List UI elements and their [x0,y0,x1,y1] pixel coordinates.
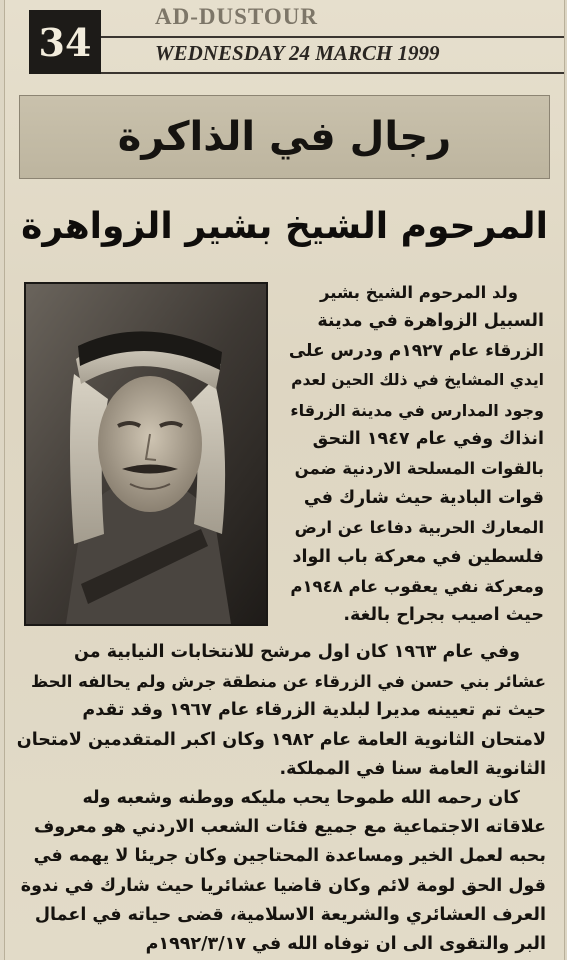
column-line: السبيل الزواهرة في مدينة [317,311,544,332]
column-line: الزرقاء عام ١٩٢٧م ودرس على [288,340,544,361]
section-band [19,95,550,179]
page-number: 34 [38,19,92,65]
portrait-photo [24,282,268,626]
newspaper-clipping [4,0,565,960]
column-line: حيث اصيب بجراح بالغة. [343,605,544,626]
article-column-text [289,278,544,631]
paragraph-line: كان رحمه الله طموحا يحب مليكه ووطنه وشعبه وله [82,787,520,808]
paragraph-line: علاقاته الاجتماعية مع جميع فئات الشعب الاردني هو معروف [33,817,546,838]
masthead-title: AD-DUSTOUR [155,4,318,29]
column-line: ومعركة نفي يعقوب عام ١٩٤٨م [290,576,544,596]
column-line: المعارك الحربية دفاعا عن ارض [294,518,544,538]
paragraph-line: العرف العشائري والشريعة الاسلامية، قضى حياته في اعمال [34,904,546,925]
column-line: قوات البادية حيث شارك في [303,487,544,508]
paragraph-line: الثانوية العامة سنا في المملكة. [279,758,546,779]
portrait-illustration [26,284,266,624]
article-full-width-text [16,638,546,959]
masthead-rule-top [101,36,564,38]
column-line: انذاك وفي عام ١٩٤٧ التحق [312,428,544,449]
paragraph-line: قول الحق لومة لائم وكان قاضيا عشائريا حيث شارك في ندوة [20,875,546,896]
paragraph-line: حيث تم تعيينه مديرا لبلدية الزرقاء عام ١٩٦٧ وقد تقدم [82,700,546,721]
column-line: بالقوات المسلحة الاردنية ضمن [294,459,544,479]
paragraph-line: عشائر بني حسن في الزرقاء عن منطقة جرش ولم يحالفه الحظ [31,672,546,692]
paragraph-line: البر والتقوى الى ان توفاه الله في ١٩٩٢/٣/١٧م [145,933,546,954]
paragraph-line: وفي عام ١٩٦٣ كان اول مرشح للانتخابات النيابية من [74,642,520,662]
dateline: WEDNESDAY 24 MARCH 1999 [155,41,440,65]
column-line: ايدي المشايخ في ذلك الحين لعدم [291,371,544,390]
article-headline: المرحوم الشيخ بشير الزواهرة [21,206,548,247]
paragraph-line: بحبه لعمل الخير ومساعدة المحتاجين وكان جريئا لا يهمه في [33,846,546,867]
section-title: رجال في الذاكرة [117,114,452,160]
column-line: فلسطين في معركة باب الواد [292,546,544,567]
masthead-rule-bottom [101,72,564,74]
page-number-box [29,10,101,74]
paragraph-line: لامتحان الثانوية العامة عام ١٩٨٢ وكان اكبر المتقدمين لامتحان [16,729,546,750]
column-line: ولد المرحوم الشيخ بشير [320,283,518,302]
column-line: وجود المدارس في مدينة الزرقاء [290,400,544,420]
